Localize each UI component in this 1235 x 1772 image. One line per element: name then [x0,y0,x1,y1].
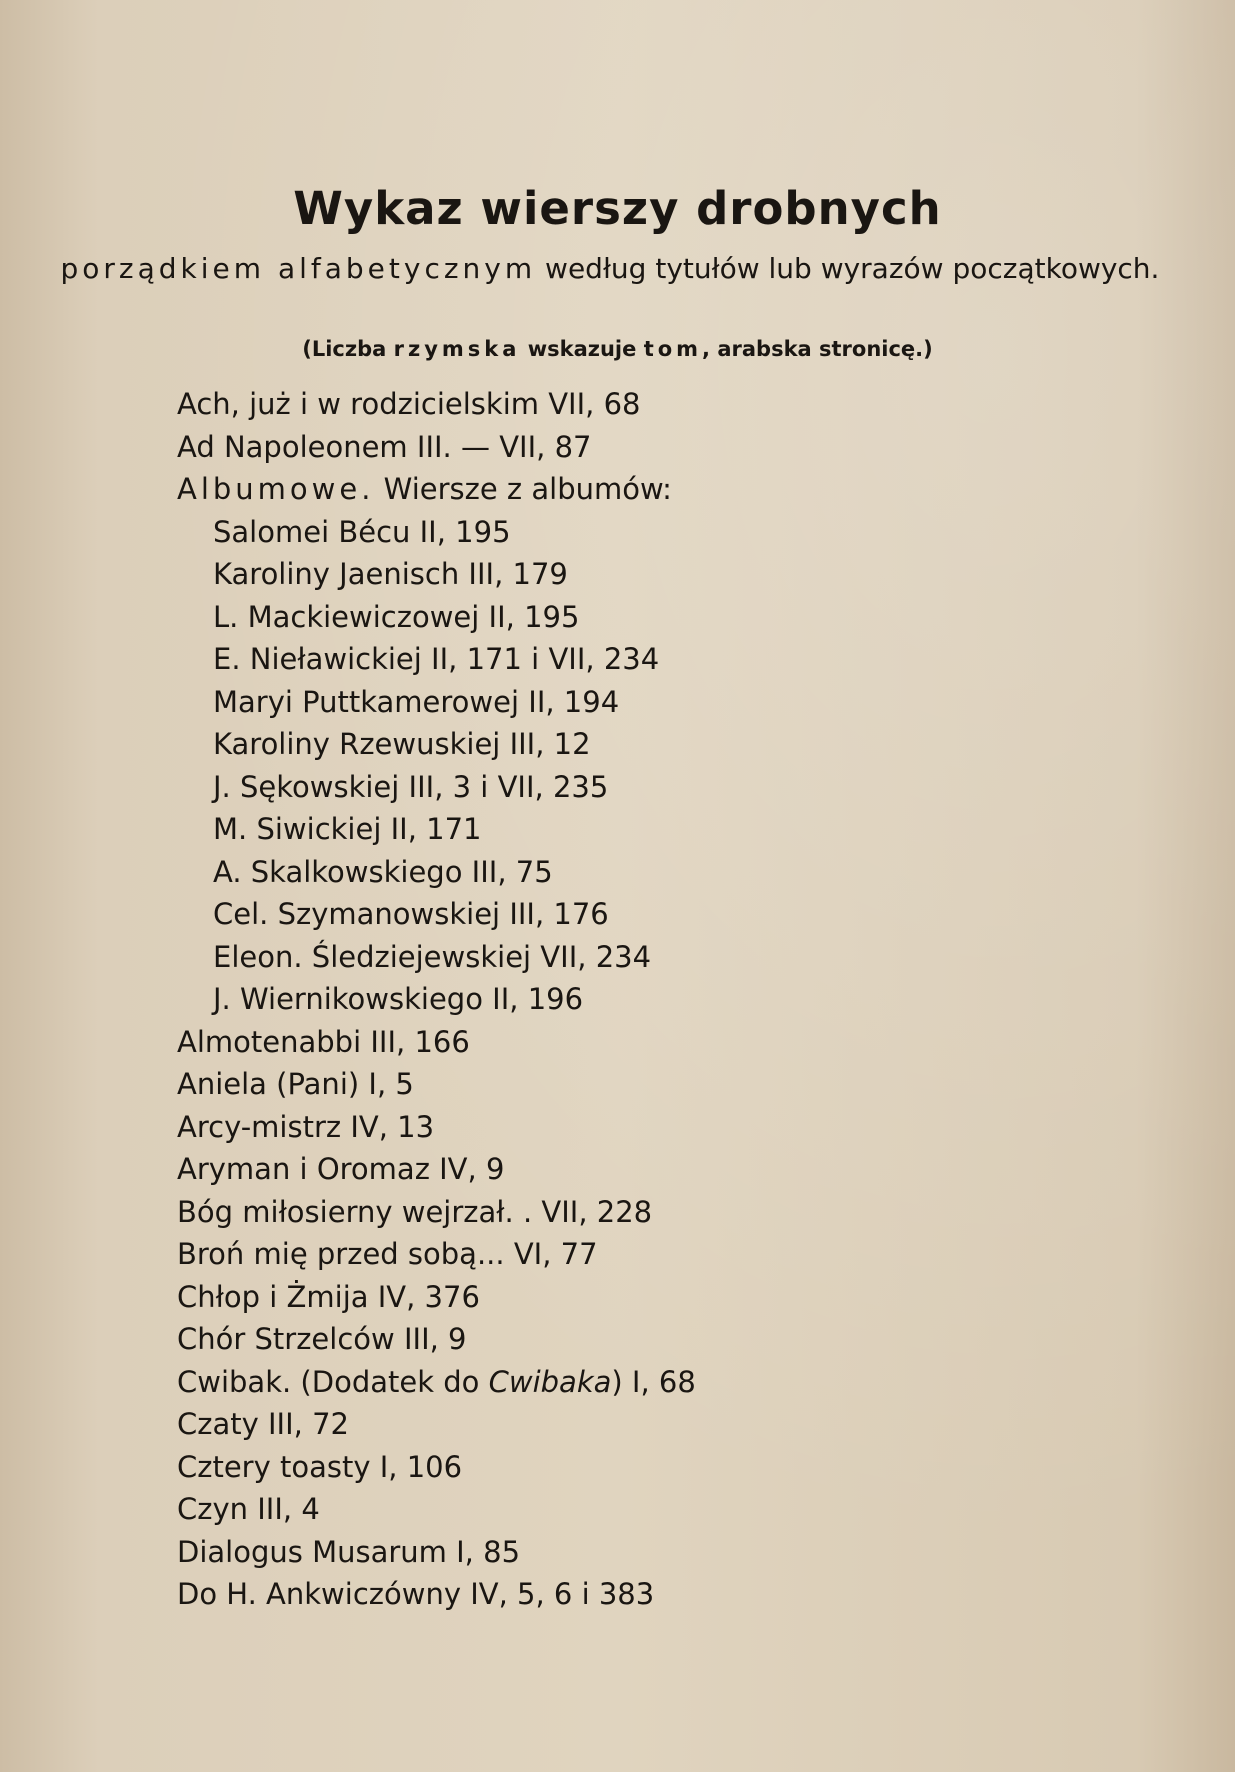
poem-index-list [177,383,696,1616]
index-entry: Almotenabbi III, 166 [177,1024,470,1059]
note-spaced-volume: tom [643,337,703,361]
entry-italic-title: Cwibaka [488,1364,612,1399]
index-subentry: E. Nieławickiej II, 171 i VII, 234 [213,642,660,676]
index-entry: Chłop i Żmija IV, 376 [177,1279,480,1314]
entry-pre: Cwibak. (Dodatek do [177,1364,489,1399]
page-subtitle [60,252,1160,286]
index-entry: Bóg miłosierny wejrzał. . VII, 228 [177,1194,653,1229]
index-entry: Cztery toasty I, 106 [177,1449,463,1484]
index-subentry: L. Mackiewiczowej II, 195 [213,599,580,634]
subtitle-spaced-part: porządkiem alfabetycznym [60,252,537,285]
index-entry: Aniela (Pani) I, 5 [177,1067,414,1101]
index-entry: Broń mię przed sobą... VI, 77 [177,1237,598,1271]
index-subentry: Karoliny Jaenisch III, 179 [213,557,568,591]
index-subentry: Maryi Puttkamerowej II, 194 [213,684,620,719]
index-subentry: M. Siwickiej II, 171 [213,812,482,846]
note-open: (Liczba [302,337,394,361]
page-title: Wykaz wierszy drobnych [293,182,942,235]
index-subentry: Cel. Szymanowskiej III, 176 [213,897,609,931]
index-entry: Dialogus Musarum I, 85 [177,1534,521,1569]
index-subentry: J. Sękowskiej III, 3 i VII, 235 [213,769,609,804]
index-subentry: J. Wiernikowskiego II, 196 [213,982,584,1016]
note-mid: wskazuje [520,337,644,361]
index-subentry: A. Skalkowskiego III, 75 [213,854,553,889]
subtitle-rest: według tytułów lub wyrazów początkowych. [536,252,1160,285]
entry-rest: Wiersze z albumów: [374,472,672,506]
index-entry: Ad Napoleonem III. — VII, 87 [177,429,592,464]
index-subentry: Karoliny Rzewuskiej III, 12 [213,727,591,761]
index-entry: Czyn III, 4 [177,1492,320,1526]
index-subentry: Eleon. Śledziejewskiej VII, 234 [213,939,652,974]
index-entry [177,1361,696,1404]
numbering-note [0,337,1235,361]
entry-lead-spaced: Albumowe. [177,472,375,506]
note-close: , arabska stronicę.) [702,337,933,361]
index-entry: Ach, już i w rodzicielskim VII, 68 [177,387,641,421]
index-entry [177,468,696,511]
index-entry: Aryman i Oromaz IV, 9 [177,1152,505,1186]
index-entry: Arcy-mistrz IV, 13 [177,1109,435,1144]
index-entry: Czaty III, 72 [177,1407,349,1441]
entry-post: ) I, 68 [611,1364,696,1399]
index-entry: Chór Strzelców III, 9 [177,1322,467,1356]
note-spaced-roman: rzymska [393,337,521,361]
index-subentry: Salomei Bécu II, 195 [213,514,511,549]
index-entry: Do H. Ankwiczówny IV, 5, 6 i 383 [177,1577,655,1611]
